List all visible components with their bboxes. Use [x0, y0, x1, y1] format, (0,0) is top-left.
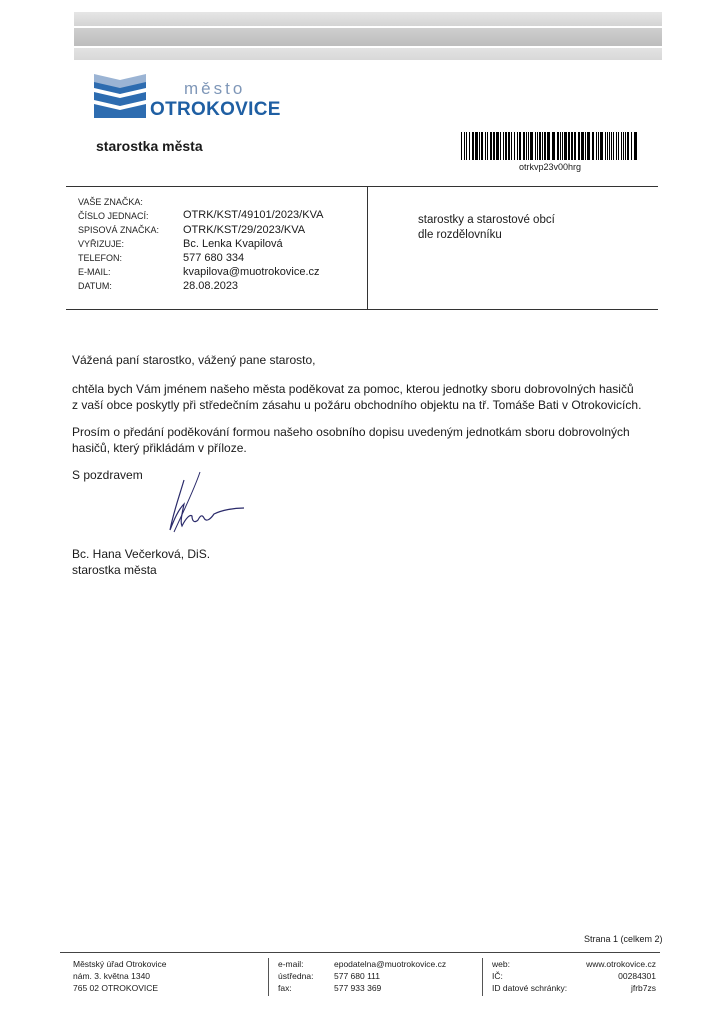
- ref-label-your-ref: VAŠE ZNAČKA:: [78, 197, 143, 207]
- ref-label-email: E-MAIL:: [78, 267, 111, 277]
- ref-value-handled-by: Bc. Lenka Kvapilová: [183, 238, 283, 250]
- footer-id-labels: [492, 958, 567, 994]
- barcode: [461, 132, 637, 160]
- header-bar-dark: [74, 28, 662, 46]
- barcode-bar: [547, 132, 550, 160]
- barcode-bar: [481, 132, 483, 160]
- ref-label-phone: TELEFON:: [78, 253, 123, 263]
- reference-divider: [367, 187, 368, 309]
- barcode-bar: [485, 132, 486, 160]
- barcode-bar: [544, 132, 546, 160]
- barcode-bar: [517, 132, 518, 160]
- footer-data-box: jfrb7zs: [630, 983, 656, 993]
- ref-value-email: kvapilova@muotrokovice.cz: [183, 266, 320, 278]
- signer-name: Bc. Hana Večerková, DiS.: [72, 547, 211, 561]
- footer-address-line-3: 765 02 OTROKOVICE: [73, 983, 159, 993]
- footer-address: [73, 958, 167, 994]
- barcode-bar: [634, 132, 637, 160]
- barcode-bar: [535, 132, 536, 160]
- barcode-bar: [537, 132, 538, 160]
- recipient-line-2: dle rozdělovníku: [418, 229, 502, 241]
- reference-bottom-line: [66, 309, 658, 310]
- footer-label-fax: fax:: [278, 983, 292, 993]
- barcode-bar: [557, 132, 559, 160]
- footer-contact-labels: [278, 958, 313, 994]
- footer-email: epodatelna@muotrokovice.cz: [334, 959, 447, 969]
- barcode-bar: [587, 132, 590, 160]
- footer-fax: 577 933 369: [334, 983, 382, 993]
- footer-contact-values: [334, 958, 446, 994]
- barcode-bar: [493, 132, 495, 160]
- footer-id-values: [560, 958, 656, 994]
- ref-label-number: ČÍSLO JEDNACÍ:: [78, 211, 149, 221]
- barcode-bar: [609, 132, 610, 160]
- reference-top-line: [66, 186, 658, 187]
- footer-switchboard: 577 680 111: [334, 971, 381, 981]
- barcode-bar: [523, 132, 525, 160]
- barcode-bar: [600, 132, 603, 160]
- barcode-bar: [508, 132, 510, 160]
- barcode-bar: [592, 132, 594, 160]
- paragraph-1-line-1: chtěla bych Vám jménem našeho města poděkovat za pomoc, kterou jednotky sboru dobrovolných hasičů: [72, 382, 634, 396]
- signer-title: starostka města: [72, 563, 157, 577]
- barcode-bar: [552, 132, 555, 160]
- barcode-bar: [500, 132, 501, 160]
- barcode-bar: [530, 132, 533, 160]
- greeting: Vážená paní starostko, vážený pane starosto,: [72, 353, 316, 367]
- footer-divider-1: [268, 958, 269, 996]
- barcode-bar: [461, 132, 462, 160]
- barcode-bar: [625, 132, 626, 160]
- barcode-bar: [562, 132, 563, 160]
- header-bar-light: [74, 12, 662, 26]
- barcode-bar: [519, 132, 521, 160]
- ref-value-date: 28.08.2023: [183, 280, 239, 292]
- footer-label-ic: IČ:: [492, 971, 503, 981]
- footer-ic: 00284301: [618, 971, 656, 981]
- page-number: Strana 1 (celkem 2): [584, 934, 663, 944]
- barcode-bar: [526, 132, 527, 160]
- barcode-bar: [568, 132, 570, 160]
- footer-web: www.otrokovice.cz: [586, 959, 656, 969]
- barcode-bar: [581, 132, 584, 160]
- ref-value-file: OTRK/KST/29/2023/KVA: [183, 224, 306, 236]
- barcode-bar: [616, 132, 617, 160]
- barcode-bar: [475, 132, 478, 160]
- barcode-bar: [574, 132, 576, 160]
- footer-address-line-1: Městský úřad Otrokovice: [73, 959, 167, 969]
- header-bar-bottom: [74, 48, 662, 60]
- logo-city-name: OTROKOVICE: [150, 99, 281, 120]
- closing: S pozdravem: [72, 468, 143, 482]
- ref-value-phone: 577 680 334: [183, 252, 245, 264]
- ref-label-file: SPISOVÁ ZNAČKA:: [78, 225, 160, 235]
- barcode-bar: [514, 132, 515, 160]
- barcode-bar: [469, 132, 470, 160]
- barcode-bar: [464, 132, 465, 160]
- barcode-bar: [611, 132, 612, 160]
- footer-label-data-box: ID datové schránky:: [492, 983, 568, 993]
- barcode-bar: [503, 132, 504, 160]
- barcode-bar: [618, 132, 619, 160]
- office-title: starostka města: [96, 138, 203, 154]
- barcode-bar: [607, 132, 608, 160]
- paragraph-1-line-2: z vaší obce poskytly při středečním zásahu u požáru obchodního objektu na tř. Tomáše Bati v Otrokovicích.: [72, 398, 642, 412]
- ref-label-date: DATUM:: [78, 281, 112, 291]
- barcode-bar: [505, 132, 507, 160]
- barcode-bar: [496, 132, 499, 160]
- barcode-bar: [511, 132, 512, 160]
- barcode-bar: [585, 132, 586, 160]
- barcode-bar: [621, 132, 622, 160]
- barcode-bar: [631, 132, 632, 160]
- barcode-bar: [466, 132, 467, 160]
- footer-label-web: web:: [492, 959, 510, 969]
- signature-icon: [144, 470, 254, 542]
- barcode-bar: [571, 132, 573, 160]
- footer-label-switchboard: ústředna:: [278, 971, 314, 981]
- paragraph-2-line-2: hasičů, který přikládám v příloze.: [72, 441, 247, 455]
- barcode-bar: [472, 132, 474, 160]
- barcode-bar: [578, 132, 580, 160]
- footer-line: [60, 952, 660, 953]
- footer-divider-2: [482, 958, 483, 996]
- footer-address-line-2: nám. 3. května 1340: [73, 971, 151, 981]
- barcode-bar: [539, 132, 541, 160]
- barcode-bar: [479, 132, 480, 160]
- barcode-bar: [613, 132, 614, 160]
- barcode-bar: [598, 132, 599, 160]
- footer-label-email: e-mail:: [278, 959, 304, 969]
- barcode-bar: [560, 132, 561, 160]
- barcode-bar: [623, 132, 624, 160]
- barcode-bar: [605, 132, 606, 160]
- barcode-bar: [487, 132, 488, 160]
- ref-value-number: OTRK/KST/49101/2023/KVA: [183, 209, 324, 221]
- building-logo-icon: [94, 74, 146, 118]
- barcode-bar: [564, 132, 567, 160]
- barcode-bar: [627, 132, 629, 160]
- logo-small-text: město: [184, 79, 246, 98]
- barcode-bar: [528, 132, 529, 160]
- barcode-bar: [490, 132, 492, 160]
- recipient-line-1: starostky a starostové obcí: [418, 214, 555, 226]
- barcode-text: otrkvp23v00hrg: [518, 162, 582, 172]
- ref-label-handled-by: VYŘIZUJE:: [78, 239, 125, 249]
- paragraph-2-line-1: Prosím o předání poděkování formou našeho osobního dopisu uvedeným jednotkám sboru dobrovolných: [72, 425, 630, 439]
- barcode-bar: [596, 132, 597, 160]
- barcode-bar: [542, 132, 543, 160]
